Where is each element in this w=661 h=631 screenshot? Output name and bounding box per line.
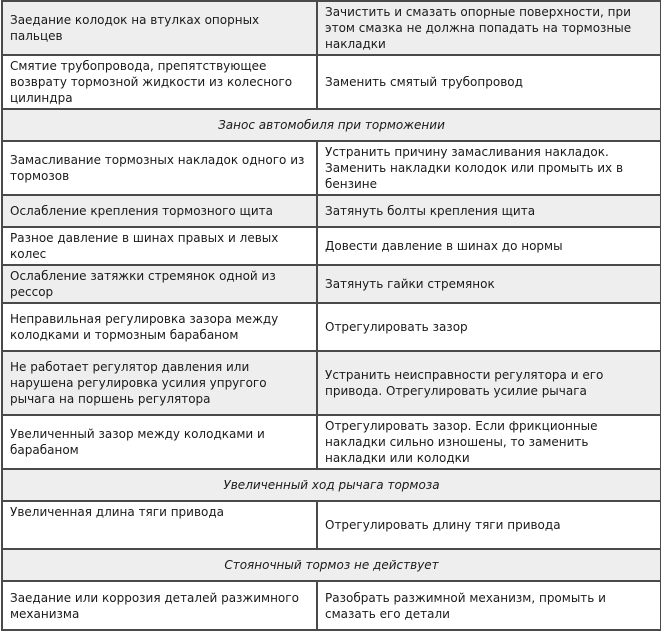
cause-cell: Заедание колодок на втулках опорных пальцев — [2, 1, 317, 55]
table-row — [2, 227, 661, 265]
section-header-row — [2, 549, 661, 581]
fix-cell: Отрегулировать зазор — [317, 303, 661, 351]
fix-cell: Заменить смятый трубопровод — [317, 55, 661, 109]
cause-cell: Неправильная регулировка зазора между колодками и тормозным барабаном — [2, 303, 317, 351]
cause-cell: Ослабление затяжки стремянок одной из рессор — [2, 265, 317, 303]
fix-cell: Зачистить и смазать опорные поверхности, при этом смазка не должна попадать на тормозные накладки — [317, 1, 661, 55]
table-row — [2, 1, 661, 55]
fix-cell: Затянуть гайки стремянок — [317, 265, 661, 303]
fix-cell: Устранить неисправности регулятора и его привода. Отрегулировать усилие рычага — [317, 351, 661, 415]
table-row — [2, 351, 661, 415]
fix-cell: Разобрать разжимной механизм, промыть и смазать его детали — [317, 581, 661, 630]
cause-cell: Не работает регулятор давления или нарушена регулировка усилия упругого рычага на поршень регулятора — [2, 351, 317, 415]
table-row — [2, 55, 661, 109]
table-row — [2, 303, 661, 351]
cause-cell: Увеличенная длина тяги привода — [2, 501, 317, 549]
cause-cell: Разное давление в шинах правых и левых колес — [2, 227, 317, 265]
section-header-row — [2, 109, 661, 141]
fix-cell: Отрегулировать зазор. Если фрикционные накладки сильно изношены, то заменить накладки или колодки — [317, 415, 661, 469]
table-body — [2, 1, 661, 630]
table-row — [2, 141, 661, 195]
section-header-row — [2, 469, 661, 501]
table-row — [2, 501, 661, 549]
cause-cell: Заедание или коррозия деталей разжимного механизма — [2, 581, 317, 630]
cause-cell: Смятие трубопровода, препятствующее возврату тормозной жидкости из колесного цилиндра — [2, 55, 317, 109]
fix-cell: Устранить причину замасливания накладок. Заменить накладки колодок или промыть их в бензине — [317, 141, 661, 195]
fix-cell: Отрегулировать длину тяги привода — [317, 501, 661, 549]
table-row — [2, 415, 661, 469]
cause-cell: Ослабление крепления тормозного щита — [2, 195, 317, 227]
troubleshooting-table — [1, 0, 661, 631]
section-title: Увеличенный ход рычага тормоза — [2, 469, 661, 501]
table-row — [2, 581, 661, 630]
table-row — [2, 195, 661, 227]
fix-cell: Затянуть болты крепления щита — [317, 195, 661, 227]
section-title: Стояночный тормоз не действует — [2, 549, 661, 581]
section-title: Занос автомобиля при торможении — [2, 109, 661, 141]
table-row — [2, 265, 661, 303]
cause-cell: Увеличенный зазор между колодками и барабаном — [2, 415, 317, 469]
fix-cell: Довести давление в шинах до нормы — [317, 227, 661, 265]
cause-cell: Замасливание тормозных накладок одного из тормозов — [2, 141, 317, 195]
